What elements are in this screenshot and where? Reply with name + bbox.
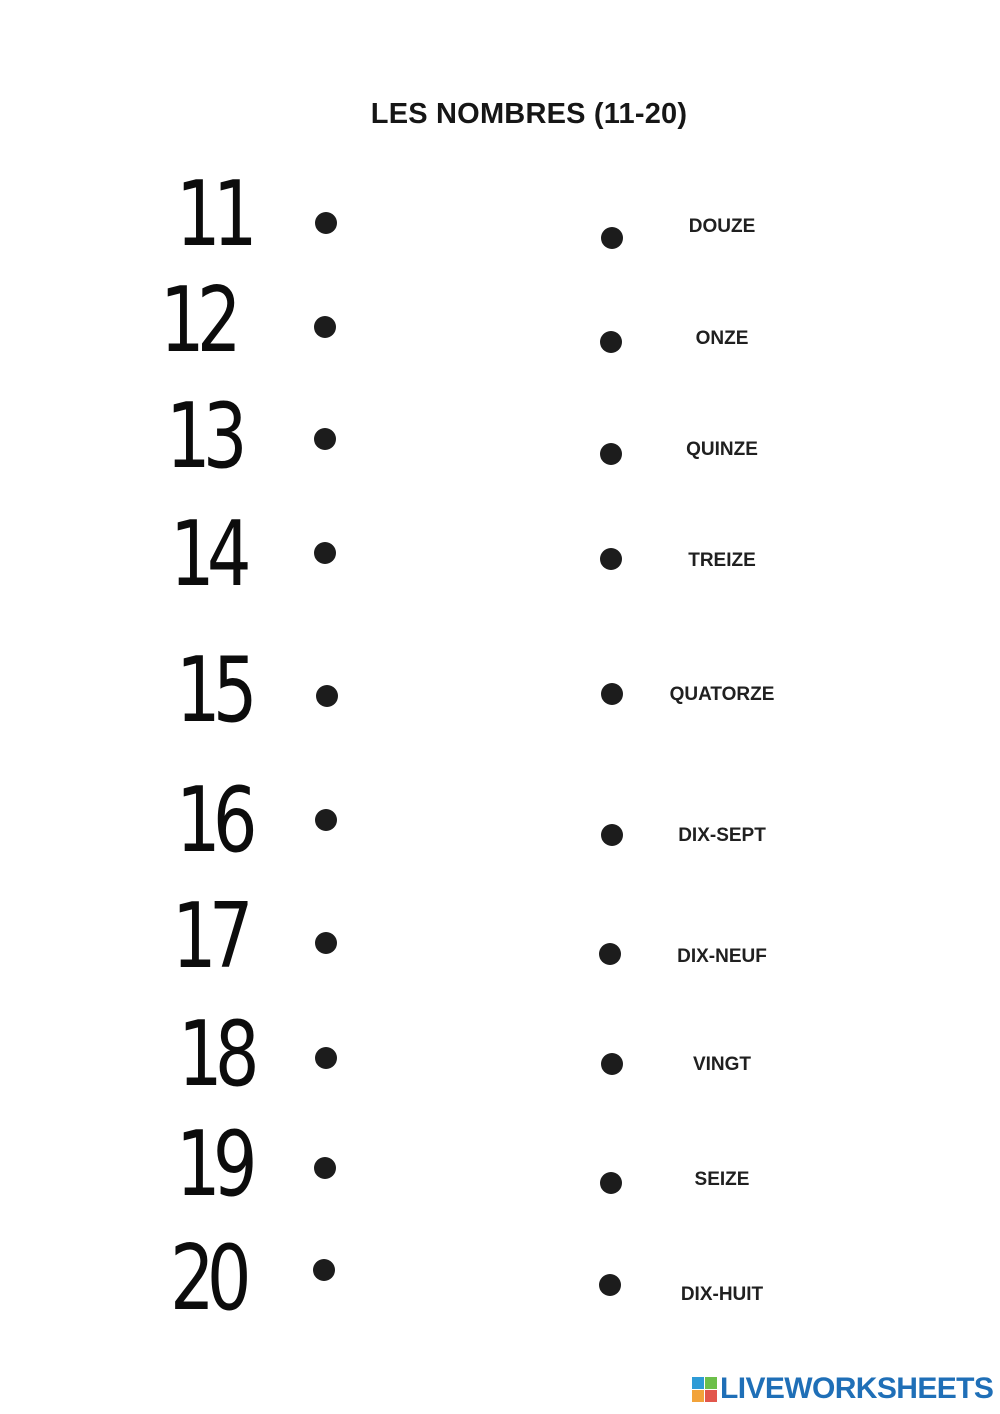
left-dot-11[interactable] — [315, 212, 337, 234]
word-7: DIX-NEUF — [677, 946, 767, 967]
right-dot-8[interactable] — [601, 1053, 623, 1075]
word-8: VINGT — [692, 1054, 752, 1075]
right-dot-1[interactable] — [601, 227, 623, 249]
logo-square-icon — [692, 1377, 704, 1389]
right-dot-2[interactable] — [600, 331, 622, 353]
number-17: 17 — [172, 884, 246, 989]
left-dot-16[interactable] — [315, 809, 337, 831]
word-5: QUATORZE — [669, 684, 775, 705]
number-14: 14 — [170, 502, 244, 607]
left-dot-15[interactable] — [316, 685, 338, 707]
number-15: 15 — [176, 638, 250, 743]
left-dot-14[interactable] — [314, 542, 336, 564]
logo-square-icon — [705, 1377, 717, 1389]
left-dot-18[interactable] — [315, 1047, 337, 1069]
number-20: 20 — [170, 1226, 244, 1331]
left-dot-20[interactable] — [313, 1259, 335, 1281]
brand-name: LIVEWORKSHEETS — [720, 1372, 994, 1405]
word-3: QUINZE — [686, 439, 758, 460]
right-dot-5[interactable] — [601, 683, 623, 705]
word-4: TREIZE — [688, 550, 756, 571]
left-dot-12[interactable] — [314, 316, 336, 338]
number-12: 12 — [160, 268, 234, 373]
word-10: DIX-HUIT — [680, 1284, 764, 1305]
number-16: 16 — [176, 768, 250, 873]
right-dot-3[interactable] — [600, 443, 622, 465]
right-dot-10[interactable] — [599, 1274, 621, 1296]
number-19: 19 — [176, 1112, 250, 1217]
page-title: LES NOMBRES (11-20) — [370, 98, 688, 130]
logo-square-icon — [692, 1390, 704, 1402]
left-dot-13[interactable] — [314, 428, 336, 450]
right-dot-7[interactable] — [599, 943, 621, 965]
liveworksheets-icon — [692, 1377, 717, 1402]
left-dot-19[interactable] — [314, 1157, 336, 1179]
left-dot-17[interactable] — [315, 932, 337, 954]
right-dot-6[interactable] — [601, 824, 623, 846]
word-2: ONZE — [695, 328, 749, 349]
word-6: DIX-SEPT — [678, 825, 766, 846]
logo-square-icon — [705, 1390, 717, 1402]
number-13: 13 — [166, 384, 240, 489]
number-18: 18 — [178, 1002, 252, 1107]
word-1: DOUZE — [688, 216, 756, 237]
right-dot-9[interactable] — [600, 1172, 622, 1194]
word-9: SEIZE — [694, 1169, 750, 1190]
liveworksheets-logo — [692, 1374, 993, 1404]
number-11: 11 — [176, 162, 250, 267]
right-dot-4[interactable] — [600, 548, 622, 570]
